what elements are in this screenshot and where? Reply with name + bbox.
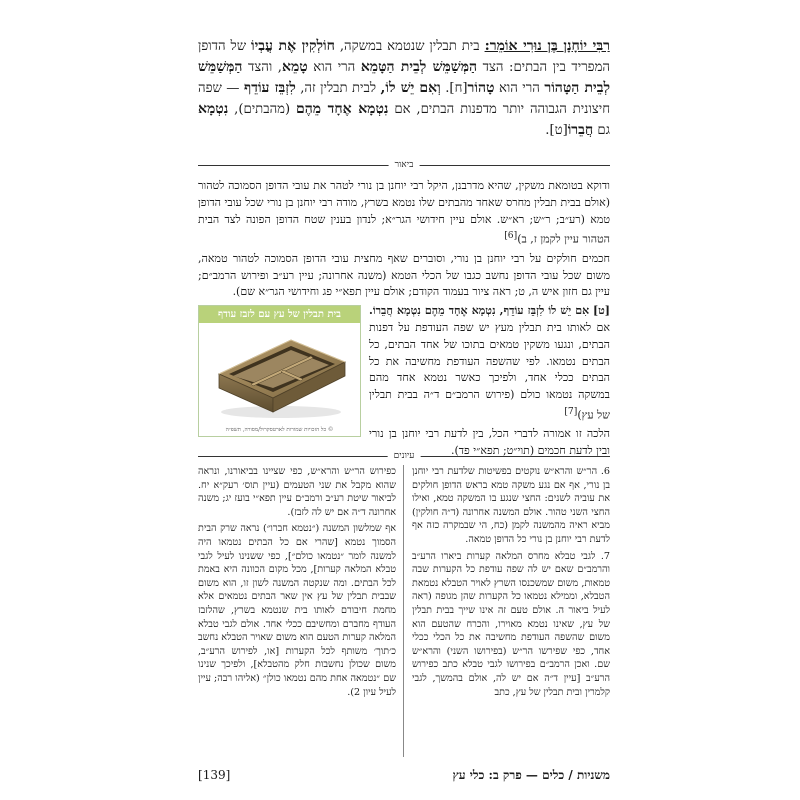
mishna-bold: לִזְבֵּז עוֹדֵף (243, 80, 296, 96)
mishna-bold: נִטְמָא (198, 101, 229, 117)
biur-p3-num: [ט] (592, 304, 610, 318)
biur-text (198, 178, 610, 462)
mishna-bold: חֲבֵרוֹ (567, 122, 594, 138)
mishna-segment: לבית תבלין זה, (295, 81, 381, 96)
mishna-segment: — שפה חיצונית הגבוהה יותר מדפנות הבתים, אם (198, 81, 610, 117)
page-number: [139] (198, 768, 231, 782)
biur-p2: חכמים חולקים על רבי יוחנן בן נורי, וסוברים שאף מחצית עובי הדופן הסמוכה לטהור טמאה, משום שכל עובי הדופן נחשב כגבו של הכלי הטמא (משנה אחרונה; עיין רע״ב ופירוש הרמב״ם; עיין גם חזון איש ה, ט; ראה ציור בעמוד הקודם; אולם עיין תפא״י פג וחידושי הגר״א שם). (198, 251, 610, 299)
biur-paragraph (198, 251, 610, 301)
biur-p3-head: אִם יֵשׁ לוֹ לִזְבֵּז עוֹדֵף, נִטְמָא אֶחָד מֵהֶם נִטְמָא חֲבֵרוֹ. (369, 304, 590, 318)
column-divider (403, 465, 404, 757)
mishna-segment: , והצד (242, 60, 282, 75)
mishna-note-ref: [ח]. (440, 81, 468, 96)
mishna-segment: של הדופן המפריד בין הבתים: הצד (198, 39, 610, 75)
mishna-segment: גם (593, 123, 610, 138)
mishna-bold: חוֹלְקִין אֶת עֳבְיוֹ (251, 38, 335, 54)
mishna-speaker: רַבִּי יוֹחָנָן בֶּן נוּרִי אוֹמֵר: (484, 38, 610, 54)
iyun-continuation: אף שמלשון המשנה (״נטמא חברו״) נראה שרק הבית הסמוך נטמא [שהרי אם כל הבתים נטמאו היה למשנה לומר ״נטמאו כולם״], כפי ששנינו לעיל לגבי טבלא המלאה קערות], מכל מקום הכוונה היא באמת לכל הבתים. ומה שנקטה המשנה לשון זו, הוא משום שבבית תבלין של עץ אין שאר הבתים נטמאים אלא מחמת חיבורם לאותו בית שנטמא בשרץ, שהלזבז העודף מחברם ומחשיבם ככלי אחד. אולם לגבי טבלא המלאה קערות הטעם הוא משום שאויר הטבלא נחשב כ׳תוך׳ משותף לכל הקערות [או, לפירוש הרע״ב, משום שכולן נחשבות חלק מהטבלא], ולפיכך שנינו שם ״נטמאה אחת מהם נטמאו כולן״ (אליהו רבה; עיין לעיל עיון 2). (198, 523, 396, 698)
mishna-segment: (מהבתים), (228, 102, 296, 117)
mishna-bold: נִטְמָא אֶחָד מֵהֶם (296, 101, 389, 117)
mishna-bold: הַמְּשַׁמֵּשׁ לְבֵית הַטָּמֵא (360, 59, 478, 75)
iyunim-column-left (198, 465, 396, 702)
biur-label: ביאור (389, 158, 420, 172)
figure-credit: © כל הזכויות שמורות לארטסקרול/מסורה, תשפ״ה (225, 427, 334, 434)
mishna-text (198, 36, 610, 141)
spice-box-figure (198, 305, 361, 437)
mishna-segment: הרי הוא (494, 81, 545, 96)
biur-divider (198, 158, 610, 172)
iyunim-notes (198, 465, 610, 757)
biur-p4: הלכה זו אמורה לדברי הכל, בין לדעת רבי יוחנן בן נורי ובין לדעת חכמים (תוי״ט; תפא״י פד). (369, 427, 610, 458)
biur-p1: ודוקא בטומאת משקין, שהיא מדרבנן, היקל רבי יוחנן בן נורי לטהר את עובי הדופן הסמוכה לטהור (אולם בבית תבלין מחרס שאחד מהבתים שלו נטמא בשרץ, מודה רבי יוחנן בן נורי שכל עובי הדופן טמא (רע״ב; ר״ש; רא״ש. אולם עיין חידושי הגר״א; לנדון בענין שטח הדופן הפונה לצד הבית הטהור עיין לקמן ז, ב) (198, 179, 610, 247)
figure-caption: בית תבלין של עץ עם לזבז עודף (199, 306, 360, 323)
iyunim-label: עיונים (388, 449, 421, 463)
footnote-ref: [6] (504, 230, 518, 242)
biur-p3: אם לאותו בית תבלין מעץ יש שפה העודפת על דפנות הבתים, ונגעו משקין טמאים בתוכו של אחד הבתים, כל הבתים נטמאו. לפי שהשפה העודפת מחשיבה את כל הבתים ככלי אחד, ולפיכך כאשר נטמא אחד מהם במשקה נטמאו כולם (פירוש הרמב״ם ד״ה בבית תבלין של עץ) (369, 321, 610, 422)
mishna-note-ref: [ט]. (545, 123, 568, 138)
running-head: משניות / כלים — פרק ב: כלי עץ (452, 768, 610, 782)
iyunim-column-right (412, 465, 610, 702)
iyunim-divider (198, 449, 610, 463)
iyun-note-7: 7. לגבי טבלא מחרס המלאה קערות ביארו הרע״ב והרמב״ם שאם יש לה שפה עודפת כל הקערות שבה טמאות, משום שמשכנסו השרץ לאויר הטבלא נטמאת הטבלא, וממילא נטמאו כל הקערות שהן מגופה (ראה לעיל ביאור ה. אולם טעם זה אינו שייך בבית תבלין של עץ, שאינו נטמא מאוירו, והכרח שהטעם הוא משום שהשפה העודפת מחשיבה את כל הכלי ככלי אחד, כפי שפירשו הר״ש (בפירושו השני) והרא״ש שם. ואכן הרמב״ם בפירושו לגבי טבלא כתב כפירוש הרע״ב [עיין ד״ה אם יש לה, אולם בהמשך, לגבי קלמרין ובית תבלין של עץ, כתב (412, 550, 610, 698)
mishna-bold: הַמְּשַׁמֵּשׁ לְבֵית הַטָּהוֹר (198, 59, 610, 96)
mishna-bold: וְאִם יֵשׁ לוֹ, (380, 80, 441, 96)
biur-paragraph (198, 178, 610, 249)
iyun-note-6: 6. הר״ש והרא״ש נוקטים בפשיטות שלדעת רבי יוחנן בן נורי, אף אם נגע משקה טמא בראש הדופן חולקים את עוביה לשנים: החצי שנגע בו המשקה טמא, ואילו החצי השני טהור. אולם המשנה אחרונה (ד״ה חולקין) מביא ראיה מהמשנה לקמן (כח, הי שבמקרה כזה אף לדעת רבי יוחנן בן נורי כל הדופן טמאה. (412, 466, 610, 545)
iyun-continuation: כפירוש הר״ש והרא״ש, כפי שציינו בביאורנו, ונראה שהוא מקבל את שני הטעמים (עיין תוס׳ רעק״א יח. לביאור שיטת רע״ב ורמב״ם עיין תפא״י בועז יג; משנה אחרונה ד״ה אם יש לה לזבז). (198, 466, 396, 518)
page-footer (198, 768, 610, 786)
mishna-segment: בית תבלין שנטמא במשקה, (334, 39, 485, 54)
mishna-bold: טָהוֹר (467, 80, 495, 96)
mishna-bold: טָמֵא (282, 59, 308, 75)
wooden-spice-box-illustration (209, 328, 352, 420)
mishna-segment: הרי הוא (307, 60, 361, 75)
footnote-ref: [7] (564, 406, 578, 418)
